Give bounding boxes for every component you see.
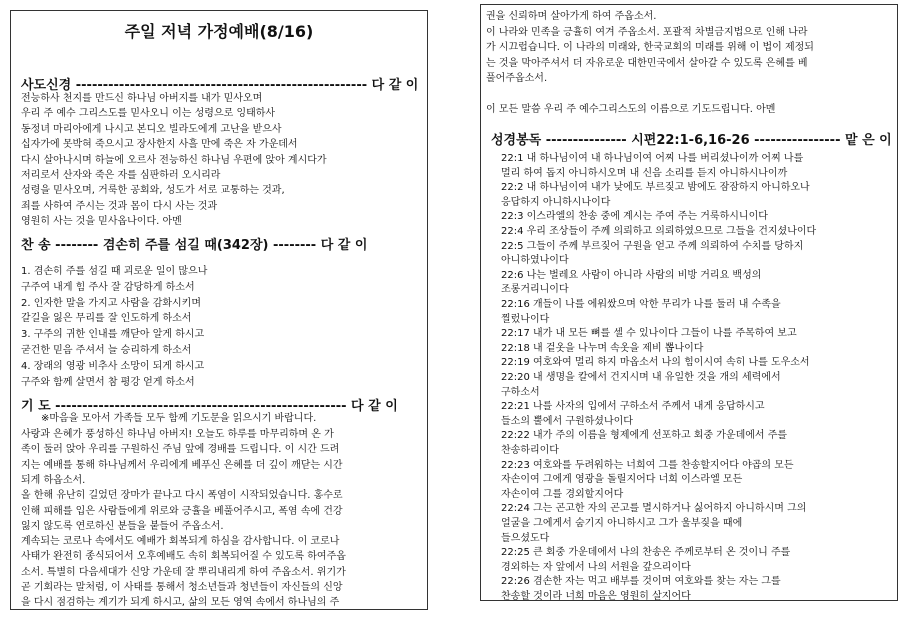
reading-verse-line: 경외하는 자 앞에서 나의 서원을 갚으리이다 <box>501 561 691 573</box>
reading-verse-line: 22:1 내 하나님이여 내 하나님이여 어찌 나를 버리셨나이까 어찌 나를 <box>501 153 804 164</box>
hymn-line: 3. 구주의 귀한 인내를 깨닫아 알게 하시고 <box>21 329 205 341</box>
reading-verse-line: 22:3 이스라엘의 찬송 중에 계시는 주여 주는 거룩하시니이다 <box>501 211 768 223</box>
hymn-line: 구주와 함께 살면서 참 평강 얻게 하소서 <box>21 376 195 388</box>
reading-verse-line: 22:16 개들이 나를 에워쌌으며 악한 무리가 나를 둘러 내 수족을 <box>501 299 781 310</box>
hymn-line: 1. 겸손히 주를 섬길 때 괴로운 일이 많으나 <box>21 266 208 277</box>
reading-verse-line: 22:5 그들이 주께 부르짖어 구원을 얻고 주께 의뢰하여 수치를 당하지 <box>501 240 804 252</box>
creed-line: 십자가에 못박혀 죽으시고 장사한지 사흘 만에 죽은 자 가운데서 <box>21 139 298 151</box>
reading-verse-line: 22:18 내 겉옷을 나누며 속옷을 제비 뽑나이다 <box>501 342 704 354</box>
reading-verse-line: 22:2 내 하나님이여 내가 낮에도 부르짖고 밤에도 잠잠하지 아니하오나 <box>501 182 810 194</box>
page-title: 주일 저녁 가정예배(8/16) <box>124 22 314 41</box>
creed-line: 우리 주 예수 그리스도를 믿사오니 이는 성령으로 잉태하사 <box>21 108 276 120</box>
bulletin-right-column <box>480 4 898 601</box>
prayer-continued-line: 이 나라와 민족을 긍휼히 여겨 주옵소서. 포괄적 차별금지법으로 인해 나라 <box>486 26 808 38</box>
reading-verse-line: 22:4 우리 조상들이 주께 의뢰하고 의뢰하였으므로 그들을 건지셨나이다 <box>501 226 817 237</box>
reading-verse-line: 응답하지 아니하시나이다 <box>501 196 611 208</box>
prayer-line: 올 한해 유난히 길었던 장마가 끝나고 다시 폭염이 시작되었습니다. 홍수로 <box>21 490 343 502</box>
prayer-line: 사랑과 은혜가 풍성하신 하나님 아버지! 오늘도 하루를 마무리하며 온 가 <box>21 429 334 440</box>
reading-verse-line: 22:22 내가 주의 이름을 형제에게 선포하고 회중 가운데에서 주를 <box>501 430 788 442</box>
prayer-line: 곧 기회라는 말처럼, 이 사태를 통해서 청소년들과 청년들이 자신들의 신앙 <box>21 582 343 593</box>
prayer-line: 을 다시 점검하는 계기가 되게 하시고, 삶의 모든 영역 속에서 하나님의 주 <box>21 597 340 609</box>
prayer-note: ※마음을 모아서 가족들 모두 함께 기도문을 읽으시기 바랍니다. <box>41 413 317 424</box>
reading-verse-line: 멀리 하여 돕지 아니하시오며 내 신음 소리를 듣지 아니하시나이까 <box>501 167 788 179</box>
reading-verse-line: 아니하였나이다 <box>501 255 569 267</box>
hymn-line: 4. 장래의 영광 비추사 소망이 되게 하시고 <box>21 360 205 372</box>
reading-verse-line: 자손이여 그에게 영광을 돌릴지어다 너희 이스라엘 모든 <box>501 474 743 486</box>
reading-verse-line: 22:23 여호와를 두려워하는 너희여 그를 찬송할지어다 야곱의 모든 <box>501 459 794 471</box>
creed-line: 다시 살아나시며 하늘에 오르사 전능하신 하나님 우편에 앉아 계시다가 <box>21 154 327 166</box>
reading-verse-line: 들소의 뿔에서 구원하셨나이다 <box>501 415 633 427</box>
reading-verse-line: 22:25 큰 회중 가운데에서 나의 찬송은 주께로부터 온 것이니 주를 <box>501 547 791 559</box>
creed-line: 동정녀 마리아에게 나시고 본디오 빌라도에게 고난을 받으사 <box>21 123 282 135</box>
creed-line: 전능하사 천지를 만드신 하나님 아버지를 내가 믿사오며 <box>21 93 263 104</box>
reading-verse-line: 22:17 내가 내 모든 뼈를 셀 수 있나이다 그들이 나를 주목하여 보고 <box>501 328 797 340</box>
bulletin-left-column <box>10 10 428 610</box>
prayer-line: 되게 하옵소서. <box>21 474 86 486</box>
reading-verse-line: 얼굴을 그에게서 숨기지 아니하시고 그가 울부짖을 때에 <box>501 518 743 529</box>
reading-verse-line: 자손이여 그를 경외할지어다 <box>501 488 624 500</box>
creed-line: 저리로서 산자와 죽은 자를 심판하러 오시리라 <box>21 170 221 181</box>
creed-line: 죄를 사하여 주시는 것과 몸이 다시 사는 것과 <box>21 200 218 212</box>
prayer-line: 잃지 않도록 연로하신 분들을 붙들어 주옵소서. <box>21 520 224 532</box>
reading-verse-line: 들으셨도다 <box>501 532 550 544</box>
reading-verse-line: 찬송할 것이라 너희 마음은 영원히 살지어다 <box>501 591 691 601</box>
prayer-line: 사태가 완전히 종식되어서 오후예배도 속히 회복되어질 수 있도록 하여주옵 <box>21 551 346 563</box>
reading-verse-line: 22:24 그는 곤고한 자의 곤고를 멸시하거나 싫어하지 아니하시며 그의 <box>501 503 807 515</box>
creed-line: 영원히 사는 것을 믿사옵나이다. 아멘 <box>21 216 182 228</box>
prayer-heading: 기 도 ------------------------------------------------------ 다 같 이 <box>21 399 398 414</box>
prayer-line: 계속되는 코로나 속에서도 예배가 회복되게 하심을 감사합니다. 이 코로나 <box>21 536 340 548</box>
reading-verse-line: 찬송하리이다 <box>501 445 559 456</box>
hymn-line: 굳건한 믿음 주셔서 늘 승리하게 하소서 <box>21 345 192 356</box>
reading-verse-line: 22:20 내 생명을 칼에서 건지시며 내 유일한 것을 개의 세력에서 <box>501 372 781 383</box>
prayer-line: 소서. 특별히 다음세대가 신앙 가운데 잘 뿌리내리게 하여 주옵소서. 위기가 <box>21 566 346 578</box>
prayer-line: 족이 둘러 앉아 우리를 구원하신 주님 앞에 경배를 드립니다. 이 시간 드려 <box>21 444 340 456</box>
prayer-line: 지는 예배를 통해 하나님께서 우리에게 베푸신 은혜를 더 깊이 깨닫는 시간 <box>21 459 343 471</box>
reading-verse-line: 22:6 나는 벌레요 사람이 아니라 사람의 비방 거리요 백성의 <box>501 269 762 281</box>
hymn-line: 2. 인자한 말을 가지고 사람을 감화시키며 <box>21 297 201 309</box>
creed-line: 성령을 믿사오며, 거룩한 공회와, 성도가 서로 교통하는 것과, <box>21 185 285 197</box>
prayer-continued-line: 는 것을 막아주셔서 더 자유로운 대한민국에서 살아갈 수 있도록 은혜를 베 <box>486 57 808 69</box>
prayer-continued-line: 가 시끄럽습니다. 이 나라의 미래와, 한국교회의 미래를 위해 이 법이 제정되 <box>486 42 814 53</box>
reading-verse-line: 22:26 겸손한 자는 먹고 배부를 것이며 여호와를 찾는 자는 그를 <box>501 576 781 588</box>
hymn-heading: 찬 송 -------- 겸손히 주를 섬길 때(342장) -------- 다 같 이 <box>21 238 368 253</box>
creed-heading: 사도신경 ------------------------------------------------------ 다 같 이 <box>21 78 419 93</box>
prayer-continued-line: 권을 신뢰하며 살아가게 하여 주옵소서. <box>486 11 657 22</box>
hymn-line: 갈길을 잃은 무리를 잘 인도하게 하소서 <box>21 313 192 325</box>
reading-verse-line: 22:19 여호와여 멀리 하지 마옵소서 나의 힘이시여 속히 나를 도우소서 <box>501 357 810 369</box>
reading-heading: 성경봉독 --------------- 시편22:1-6,16-26 ---------------- 맡 은 이 <box>491 133 892 148</box>
prayer-line: 인해 피해를 입은 사람들에게 위로와 긍휼을 베풀어주시고, 폭염 속에 건강 <box>21 505 343 517</box>
reading-verse-line: 구하소서 <box>501 386 540 398</box>
prayer-continued-line: 이 모든 말씀 우리 주 예수그리스도의 이름으로 기도드립니다. 아멘 <box>486 104 776 115</box>
reading-verse-line: 22:21 나를 사자의 입에서 구하소서 주께서 내게 응답하시고 <box>501 401 765 413</box>
reading-verse-line: 찔렀나이다 <box>501 313 550 325</box>
hymn-line: 구주여 내게 힘 주사 잘 감당하게 하소서 <box>21 281 195 293</box>
prayer-continued-line: 풀어주옵소서. <box>486 73 548 84</box>
reading-verse-line: 조롱거리니이다 <box>501 284 569 296</box>
